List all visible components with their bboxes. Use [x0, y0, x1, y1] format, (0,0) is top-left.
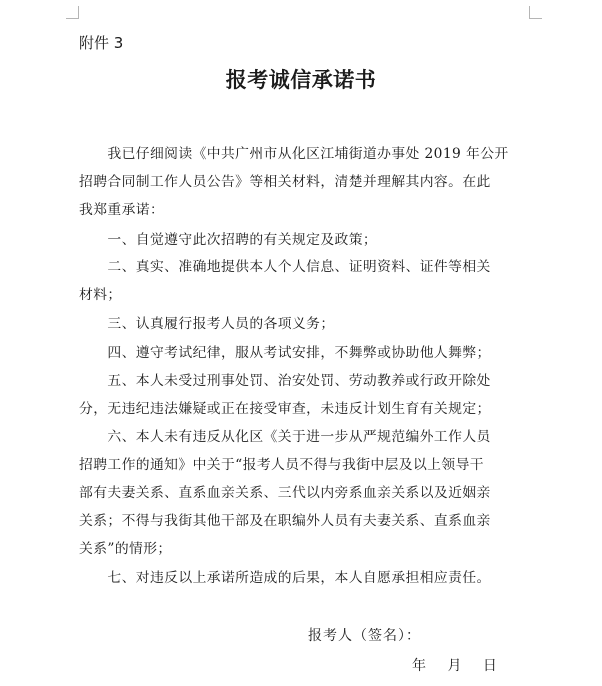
- body-line: 关系；不得与我街其他干部及在职编外人员有夫妻关系、直系血亲: [79, 513, 491, 529]
- body-line: 六、本人未有违反从化区《关于进一步从严规范编外工作人员: [79, 429, 491, 445]
- attachment-label: 附件 3: [79, 34, 124, 52]
- body-line: 五、本人未受过刑事处罚、治安处罚、劳动教养或行政开除处: [79, 373, 491, 389]
- body-line: 一、自觉遵守此次招聘的有关规定及政策；: [79, 232, 378, 248]
- document-title: 报考诚信承诺书: [225, 68, 377, 92]
- body-line: 七、对违反以上承诺所造成的后果，本人自愿承担相应责任。: [79, 570, 491, 586]
- crop-mark-top-right: [529, 6, 542, 19]
- body-line: 我已仔细阅读《中共广州市从化区江埔街道办事处 2019 年公开: [79, 146, 509, 162]
- body-line: 二、真实、准确地提供本人个人信息、证明资料、证件等相关: [79, 259, 491, 275]
- date-label: 年 月 日: [412, 658, 498, 674]
- body-line: 我郑重承诺：: [79, 202, 165, 218]
- body-line: 关系”的情形；: [79, 541, 172, 557]
- body-line: 材料；: [79, 287, 122, 303]
- crop-mark-top-left: [66, 6, 79, 19]
- body-line: 部有夫妻关系、直系血亲关系、三代以内旁系血亲关系以及近姻亲: [79, 485, 491, 501]
- body-line: 分，无违纪违法嫌疑或正在接受审查，未违反计划生育有关规定；: [79, 401, 491, 417]
- signature-label: 报考人（签名）：: [308, 628, 421, 644]
- body-line: 招聘合同制工作人员公告》等相关材料，清楚并理解其内容。在此: [79, 174, 491, 190]
- body-line: 三、认真履行报考人员的各项义务；: [79, 316, 335, 332]
- body-line: 招聘工作的通知》中关于“报考人员不得与我街中层及以上领导干: [79, 457, 484, 473]
- body-line: 四、遵守考试纪律，服从考试安排，不舞弊或协助他人舞弊；: [79, 345, 491, 361]
